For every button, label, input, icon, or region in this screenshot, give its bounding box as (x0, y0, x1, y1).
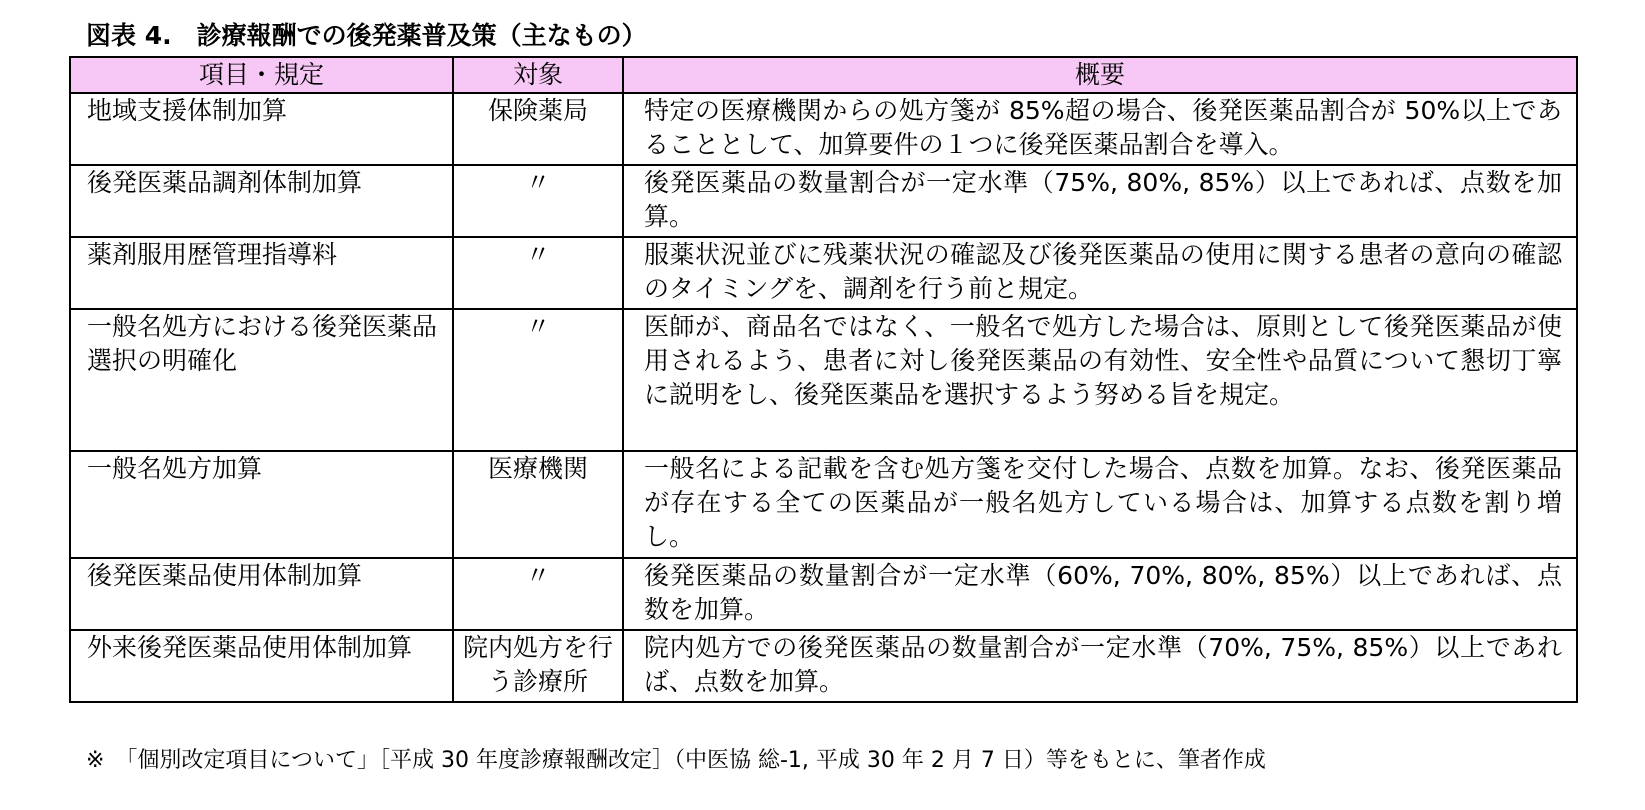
summary-cell: 院内処方での後発医薬品の数量割合が一定水準（70%, 75%, 85%）以上であれば、点数を加算。 (623, 630, 1577, 702)
item-cell: 地域支援体制加算 (70, 93, 453, 165)
table-row (70, 165, 1577, 237)
summary-cell: 服薬状況並びに残薬状況の確認及び後発医薬品の使用に関する患者の意向の確認のタイミングを、調剤を行う前と規定。 (623, 237, 1577, 309)
target-cell: 保険薬局 (453, 93, 623, 165)
target-cell: 〃 (453, 165, 623, 237)
source-note: ※ 「個別改定項目について」［平成 30 年度診療報酬改定］（中医協 総-1, 平成 30 年 2 月 7 日）等をもとに、筆者作成 (86, 748, 1266, 773)
policy-table (69, 56, 1578, 703)
target-cell: 〃 (453, 309, 623, 451)
table-row (70, 93, 1577, 165)
item-cell: 一般名処方加算 (70, 451, 453, 558)
summary-cell: 一般名による記載を含む処方箋を交付した場合、点数を加算。なお、後発医薬品が存在する全ての医薬品が一般名処方している場合は、加算する点数を割り増し。 (623, 451, 1577, 558)
item-cell: 薬剤服用歴管理指導料 (70, 237, 453, 309)
table-row (70, 309, 1577, 451)
figure-title: 図表 4. 診療報酬での後発薬普及策（主なもの） (86, 21, 647, 50)
table-header-row (70, 57, 1577, 93)
item-cell: 一般名処方における後発医薬品選択の明確化 (70, 309, 453, 451)
target-cell: 〃 (453, 558, 623, 630)
table-row (70, 630, 1577, 702)
table-row (70, 558, 1577, 630)
target-cell: 医療機関 (453, 451, 623, 558)
item-cell: 外来後発医薬品使用体制加算 (70, 630, 453, 702)
column-header-target: 対象 (453, 57, 623, 93)
item-cell: 後発医薬品使用体制加算 (70, 558, 453, 630)
summary-cell: 特定の医療機関からの処方箋が 85%超の場合、後発医薬品割合が 50%以上であることとして、加算要件の１つに後発医薬品割合を導入。 (623, 93, 1577, 165)
target-cell: 院内処方を行う診療所 (453, 630, 623, 702)
table-row (70, 451, 1577, 558)
summary-cell: 医師が、商品名ではなく、一般名で処方した場合は、原則として後発医薬品が使用されるよう、患者に対し後発医薬品の有効性、安全性や品質について懇切丁寧に説明をし、後発医薬品を選択するよう努める旨を規定。 (623, 309, 1577, 451)
summary-cell: 後発医薬品の数量割合が一定水準（60%, 70%, 80%, 85%）以上であれば、点数を加算。 (623, 558, 1577, 630)
table-row (70, 237, 1577, 309)
item-cell: 後発医薬品調剤体制加算 (70, 165, 453, 237)
target-cell: 〃 (453, 237, 623, 309)
column-header-summary: 概要 (623, 57, 1577, 93)
summary-cell: 後発医薬品の数量割合が一定水準（75%, 80%, 85%）以上であれば、点数を加算。 (623, 165, 1577, 237)
column-header-item: 項目・規定 (70, 57, 453, 93)
